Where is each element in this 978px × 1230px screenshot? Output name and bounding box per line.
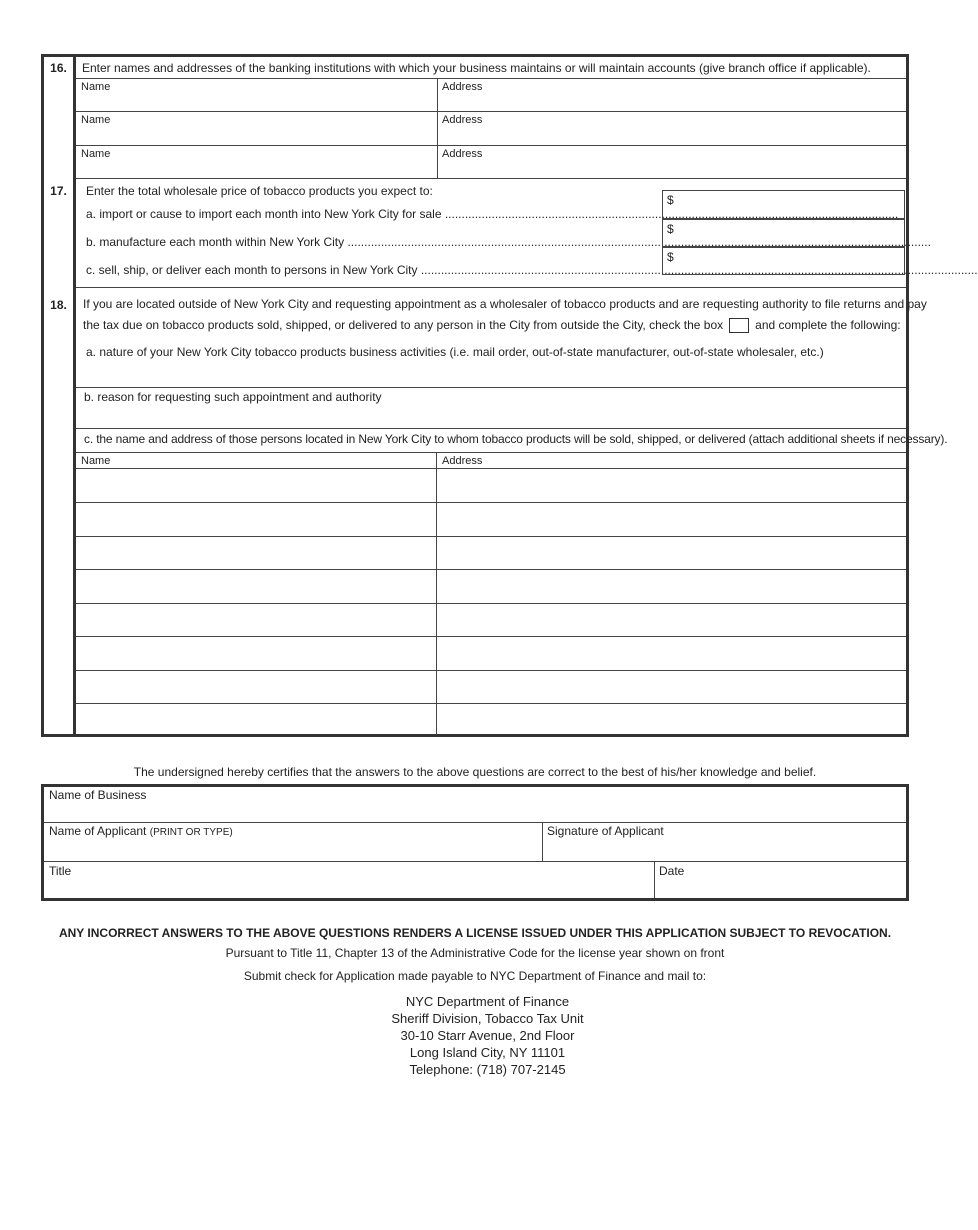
q17-item-b-label: b. manufacture each month within New York City ............................................................................................................................................................................... [86,235,931,249]
business-name-field[interactable]: Name of Business [49,788,147,802]
q16-row3-name-field[interactable]: Name [81,148,111,160]
q17-intro: Enter the total wholesale price of tobacco products you expect to: [86,184,433,198]
q18-table-row[interactable] [76,503,906,536]
q18-number: 18. [50,298,67,312]
address-line: Telephone: (718) 707-2145 [409,1062,566,1077]
q17-item-b-amount-field[interactable]: $ [662,219,905,247]
q18-table-row[interactable] [76,469,906,502]
q18-appointment-checkbox[interactable] [729,318,749,333]
q16-row2-address-field[interactable]: Address [442,114,483,126]
mailing-address [0,993,975,1078]
q18-c-text: c. the name and address of those persons located in New York City to whom tobacco products will be sold, shipped, or delivered (attach additional sheets if necessary). [84,432,948,446]
q18-table-row[interactable] [76,637,906,670]
q16-row2-name-field[interactable]: Name [81,114,111,126]
signature-field[interactable]: Signature of Applicant [547,824,664,838]
q18-a-text: a. nature of your New York City tobacco products business activities (i.e. mail order, out-of-state manufacturer, out-of-state wholesaler, etc.) [86,345,824,359]
q18-table-row[interactable] [76,704,906,734]
q18-address-header: Address [442,455,483,467]
address-line: 30-10 Starr Avenue, 2nd Floor [400,1028,575,1043]
q17-number: 17. [50,184,67,198]
applicant-name-field[interactable]: Name of Applicant (PRINT OR TYPE) [49,824,233,838]
q16-row1-address-field[interactable]: Address [442,81,483,93]
q18-a-answer-area[interactable] [76,362,906,387]
q17-item-a-amount-field[interactable]: $ [662,190,905,219]
q18-line2: the tax due on tobacco products sold, shipped, or delivered to any person in the City from outside the City, check the box and complete the following: [83,318,901,332]
q17-item-a-label: a. import or cause to import each month into New York City for sale ........................................................................................................................................ [86,207,899,221]
q18-table-row[interactable] [76,570,906,603]
q16-text: Enter names and addresses of the banking institutions with which your business maintains or will maintain accounts (give branch office if applicable). [82,61,871,75]
q18-b-answer-area[interactable] [76,406,906,428]
q18-table-row[interactable] [76,604,906,636]
submit-instructions: Submit check for Application made payable to NYC Department of Finance and mail to: [243,969,707,983]
title-field[interactable]: Title [49,864,72,878]
address-line: Sheriff Division, Tobacco Tax Unit [391,1011,584,1026]
q18-name-header: Name [81,455,111,467]
q17-item-c-label: c. sell, ship, or deliver each month to persons in New York City ....................................................................................................................................................................... [86,263,978,277]
certification-statement: The undersigned hereby certifies that the answers to the above questions are correct to the best of his/her knowledge and belief. [133,765,817,779]
revocation-warning: ANY INCORRECT ANSWERS TO THE ABOVE QUESTIONS RENDERS A LICENSE ISSUED UNDER THIS APPLICATION SUBJECT TO REVOCATION. [58,926,892,940]
q16-row1-name-field[interactable]: Name [81,81,111,93]
address-line: Long Island City, NY 11101 [409,1045,566,1060]
q16-number: 16. [50,61,67,75]
date-field[interactable]: Date [659,864,685,878]
q18-b-text: b. reason for requesting such appointment and authority [84,390,382,404]
q16-row3-address-field[interactable]: Address [442,148,483,160]
q18-table-row[interactable] [76,671,906,703]
address-line: NYC Department of Finance [405,994,570,1009]
pursuant-text: Pursuant to Title 11, Chapter 13 of the Administrative Code for the license year shown on front [225,946,725,960]
q18-line1: If you are located outside of New York City and requesting appointment as a wholesaler of tobacco products and are requesting authority to file returns and pay [83,297,927,311]
q17-item-c-amount-field[interactable]: $ [662,247,905,275]
q18-table-row[interactable] [76,537,906,569]
